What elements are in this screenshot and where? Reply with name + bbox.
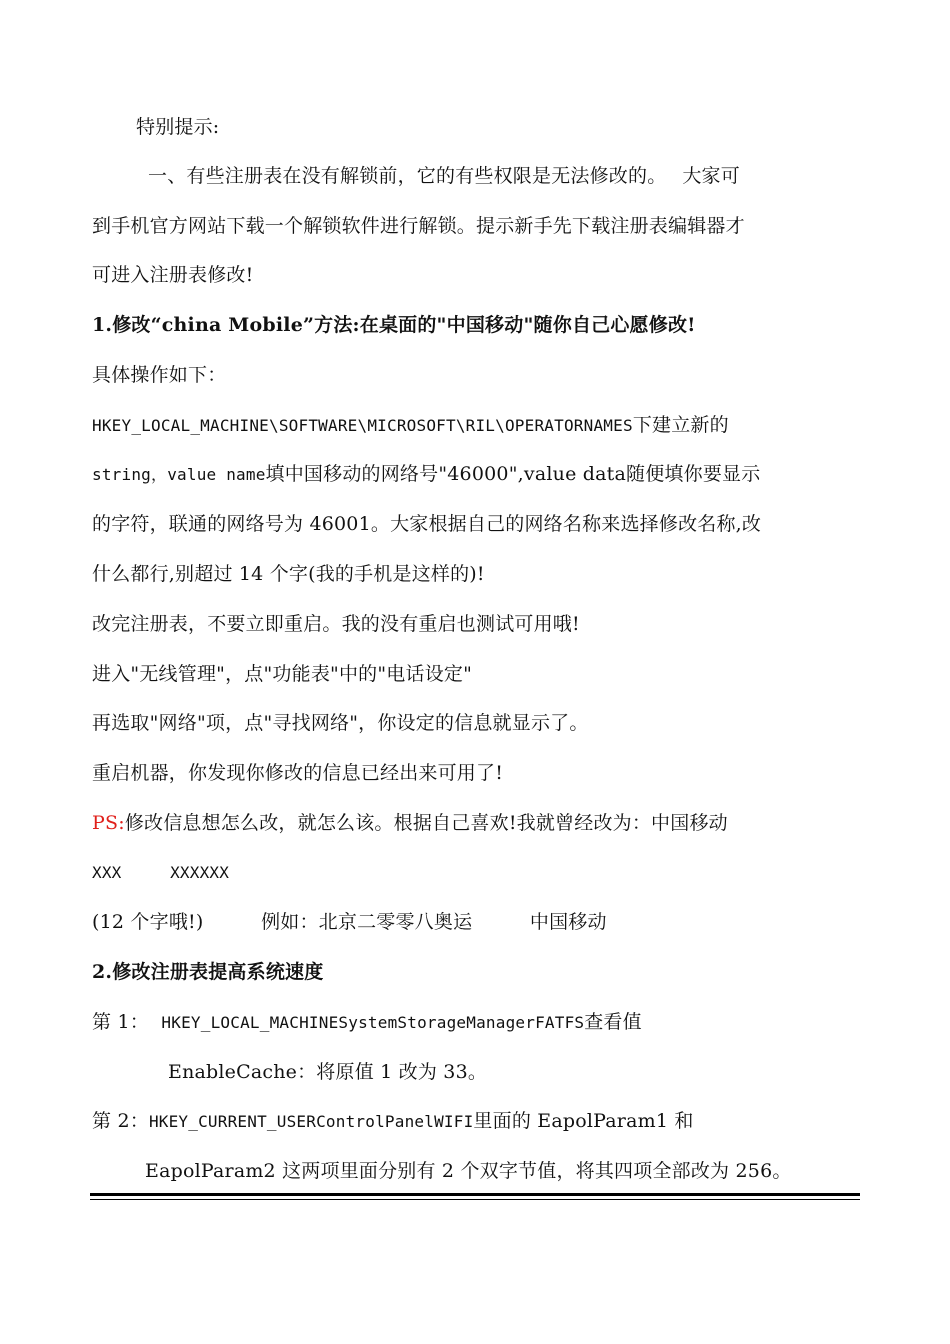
step1-detail: EnableCache：将原值 1 改为 33。 (168, 1061, 488, 1083)
string-value-part3: 随便填你要显示 (626, 463, 761, 485)
string-value-part1: string，value name (92, 465, 266, 484)
step1-suffix: 查看值 (584, 1011, 642, 1033)
footer-rule-thin (90, 1199, 860, 1200)
string-value-line (92, 461, 760, 488)
string-value-part2: 填中国移动的网络号"46000",value data (265, 463, 627, 485)
anything-line: 什么都行,别超过 14 个字(我的手机是这样的)! (92, 563, 485, 585)
section1-title: 1.修改“china Mobile”方法:在桌面的"中国移动"随你自己心愿修改! (92, 314, 696, 336)
footer-rule-thick (90, 1193, 860, 1196)
intro-line-1: 一、有些注册表在没有解锁前，它的有些权限是无法修改的。 大家可 (148, 165, 740, 187)
example-line: (12 个字哦!) 例如：北京二零零八奥运 中国移动 (92, 911, 607, 933)
registry-path-line (92, 412, 729, 439)
tip-heading: 特别提示: (136, 116, 220, 138)
ps-label: PS: (92, 812, 125, 834)
network-line: 再选取"网络"项，点"寻找网络"，你设定的信息就显示了。 (92, 712, 589, 734)
section2-title: 2.修改注册表提高系统速度 (92, 961, 324, 983)
steps-label: 具体操作如下： (92, 364, 227, 386)
registry-path: HKEY_LOCAL_MACHINE\SOFTWARE\MICROSOFT\RIL\OPERATORNAMES (92, 416, 633, 435)
intro-line-3: 可进入注册表修改! (92, 264, 254, 286)
no-restart-line: 改完注册表，不要立即重启。我的没有重启也测试可用哦! (92, 613, 580, 635)
unicom-line: 的字符，联通的网络号为 46001。大家根据自己的网络名称来选择修改名称,改 (92, 513, 762, 535)
intro-line-2: 到手机官方网站下载一个解锁软件进行解锁。提示新手先下载注册表编辑器才 (92, 215, 745, 237)
step1-line (92, 1009, 642, 1036)
step1-label: 第 1： (92, 1011, 149, 1033)
step2-detail: EapolParam2 这两项里面分别有 2 个双字节值，将其四项全部改为 256。 (145, 1160, 792, 1182)
step2-suffix: 里面的 EapolParam1 和 (473, 1110, 694, 1132)
xxx-line: XXX XXXXXX (92, 863, 230, 882)
ps-line (92, 810, 728, 836)
step2-label: 第 2： (92, 1110, 149, 1132)
step2-line (92, 1108, 694, 1135)
reboot-line: 重启机器，你发现你修改的信息已经出来可用了! (92, 762, 504, 784)
wireless-line: 进入"无线管理"，点"功能表"中的"电话设定" (92, 663, 473, 685)
registry-path-suffix: 下建立新的 (632, 414, 729, 436)
step1-path: HKEY_LOCAL_MACHINESystemStorageManagerFATFS (161, 1013, 585, 1032)
step2-path: HKEY_CURRENT_USERControlPanelWIFI (148, 1112, 474, 1131)
ps-text: 修改信息想怎么改，就怎么该。根据自己喜欢!我就曾经改为：中国移动 (124, 812, 728, 834)
